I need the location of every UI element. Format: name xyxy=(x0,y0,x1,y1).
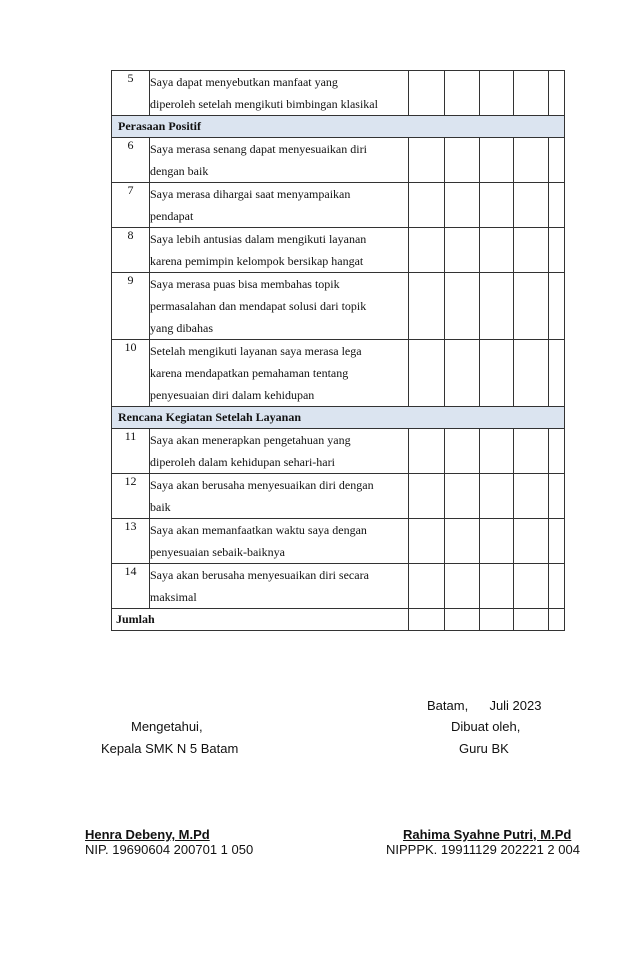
item-statement xyxy=(150,228,409,273)
statement-line: diperoleh setelah mengikuti bimbingan klasikal xyxy=(150,97,378,111)
statement-line: yang dibahas xyxy=(150,321,213,335)
rating-cell[interactable] xyxy=(480,564,514,609)
rating-cell[interactable] xyxy=(409,519,445,564)
statement-line: Setelah mengikuti layanan saya merasa lega xyxy=(150,344,362,358)
rating-cell[interactable] xyxy=(445,519,480,564)
item-statement xyxy=(150,183,409,228)
item-number: 7 xyxy=(112,183,150,228)
section-title: Perasaan Positif xyxy=(112,116,565,138)
item-number: 12 xyxy=(112,474,150,519)
statement-line: penyesuaian sebaik-baiknya xyxy=(150,545,285,559)
rating-cell[interactable] xyxy=(409,340,445,407)
rating-cell[interactable] xyxy=(514,228,549,273)
rating-cell[interactable] xyxy=(445,429,480,474)
rating-cell[interactable] xyxy=(549,71,565,116)
rating-cell[interactable] xyxy=(514,138,549,183)
item-statement xyxy=(150,564,409,609)
statement-line: Saya merasa puas bisa membahas topik xyxy=(150,277,340,291)
item-statement xyxy=(150,71,409,116)
statement-line: Saya akan berusaha menyesuaikan diri dengan xyxy=(150,478,374,492)
rating-cell[interactable] xyxy=(480,474,514,519)
statement-line: Saya akan berusaha menyesuaikan diri secara xyxy=(150,568,369,582)
table-row xyxy=(112,138,565,183)
rating-cell[interactable] xyxy=(445,474,480,519)
table-row xyxy=(112,228,565,273)
total-cell[interactable] xyxy=(514,609,549,631)
item-statement xyxy=(150,340,409,407)
rating-cell[interactable] xyxy=(480,183,514,228)
statement-line: pendapat xyxy=(150,209,194,223)
rating-cell[interactable] xyxy=(514,71,549,116)
rating-cell[interactable] xyxy=(480,340,514,407)
item-number: 13 xyxy=(112,519,150,564)
signature-place: Batam, xyxy=(427,698,469,713)
total-row xyxy=(112,609,565,631)
left-intro: Mengetahui, xyxy=(131,719,203,734)
rating-cell[interactable] xyxy=(549,429,565,474)
item-statement xyxy=(150,273,409,340)
rating-cell[interactable] xyxy=(409,138,445,183)
statement-line: karena pemimpin kelompok bersikap hangat xyxy=(150,254,364,268)
rating-cell[interactable] xyxy=(549,519,565,564)
section-title: Rencana Kegiatan Setelah Layanan xyxy=(112,407,565,429)
table-row xyxy=(112,564,565,609)
rating-cell[interactable] xyxy=(549,183,565,228)
section-header-row xyxy=(112,407,565,429)
rating-cell[interactable] xyxy=(549,138,565,183)
right-intro: Dibuat oleh, xyxy=(451,719,521,734)
table-row xyxy=(112,340,565,407)
statement-line: dengan baik xyxy=(150,164,209,178)
statement-line: permasalahan dan mendapat solusi dari topik xyxy=(150,299,367,313)
rating-cell[interactable] xyxy=(480,228,514,273)
left-signatory-name: Henra Debeny, M.Pd xyxy=(85,827,210,842)
item-number: 9 xyxy=(112,273,150,340)
total-label: Jumlah xyxy=(112,609,409,631)
rating-cell[interactable] xyxy=(514,519,549,564)
table-row xyxy=(112,429,565,474)
rating-cell[interactable] xyxy=(409,71,445,116)
item-number: 10 xyxy=(112,340,150,407)
rating-cell[interactable] xyxy=(409,474,445,519)
rating-cell[interactable] xyxy=(409,564,445,609)
rating-cell[interactable] xyxy=(549,474,565,519)
signature-date: Juli 2023 xyxy=(489,698,542,713)
signature-place-date xyxy=(427,698,541,713)
table-row xyxy=(112,71,565,116)
rating-cell[interactable] xyxy=(549,340,565,407)
rating-cell[interactable] xyxy=(445,138,480,183)
rating-cell[interactable] xyxy=(445,564,480,609)
table-row xyxy=(112,273,565,340)
statement-line: Saya lebih antusias dalam mengikuti layanan xyxy=(150,232,367,246)
rating-cell[interactable] xyxy=(514,564,549,609)
item-number: 14 xyxy=(112,564,150,609)
rating-cell[interactable] xyxy=(514,429,549,474)
item-statement xyxy=(150,519,409,564)
rating-cell[interactable] xyxy=(549,228,565,273)
rating-cell[interactable] xyxy=(445,228,480,273)
statement-line: Saya merasa dihargai saat menyampaikan xyxy=(150,187,351,201)
item-number: 5 xyxy=(112,71,150,116)
right-signatory-name: Rahima Syahne Putri, M.Pd xyxy=(403,827,572,842)
table-row xyxy=(112,183,565,228)
statement-line: Saya dapat menyebutkan manfaat yang xyxy=(150,75,338,89)
statement-line: diperoleh dalam kehidupan sehari-hari xyxy=(150,455,335,469)
total-cell[interactable] xyxy=(549,609,565,631)
right-role: Guru BK xyxy=(459,741,509,756)
statement-line: penyesuaian diri dalam kehidupan xyxy=(150,388,315,402)
rating-cell[interactable] xyxy=(409,429,445,474)
right-signatory-nip: NIPPPK. 19911129 202221 2 004 xyxy=(386,842,580,857)
item-statement xyxy=(150,138,409,183)
rating-cell[interactable] xyxy=(409,273,445,340)
left-signatory-nip: NIP. 19690604 200701 1 050 xyxy=(85,842,254,857)
left-role: Kepala SMK N 5 Batam xyxy=(101,741,239,756)
rating-cell[interactable] xyxy=(445,71,480,116)
rating-cell[interactable] xyxy=(480,519,514,564)
statement-line: Saya merasa senang dapat menyesuaikan diri xyxy=(150,142,367,156)
rating-cell[interactable] xyxy=(409,183,445,228)
rating-cell[interactable] xyxy=(480,429,514,474)
total-cell[interactable] xyxy=(409,609,445,631)
item-number: 11 xyxy=(112,429,150,474)
item-statement xyxy=(150,474,409,519)
rating-cell[interactable] xyxy=(514,183,549,228)
statement-line: Saya akan menerapkan pengetahuan yang xyxy=(150,433,351,447)
total-cell[interactable] xyxy=(445,609,480,631)
rating-cell[interactable] xyxy=(480,138,514,183)
rating-cell[interactable] xyxy=(514,273,549,340)
questionnaire-table xyxy=(111,70,565,631)
statement-line: maksimal xyxy=(150,590,197,604)
statement-line: Saya akan memanfaatkan waktu saya dengan xyxy=(150,523,367,537)
section-header-row xyxy=(112,116,565,138)
rating-cell[interactable] xyxy=(409,228,445,273)
rating-cell[interactable] xyxy=(480,71,514,116)
total-cell[interactable] xyxy=(480,609,514,631)
rating-cell[interactable] xyxy=(445,273,480,340)
table-row xyxy=(112,474,565,519)
rating-cell[interactable] xyxy=(480,273,514,340)
rating-cell[interactable] xyxy=(549,273,565,340)
item-number: 8 xyxy=(112,228,150,273)
rating-cell[interactable] xyxy=(514,340,549,407)
rating-cell[interactable] xyxy=(514,474,549,519)
statement-line: baik xyxy=(150,500,171,514)
table-row xyxy=(112,519,565,564)
rating-cell[interactable] xyxy=(445,340,480,407)
statement-line: karena mendapatkan pemahaman tentang xyxy=(150,366,349,380)
rating-cell[interactable] xyxy=(445,183,480,228)
item-statement xyxy=(150,429,409,474)
item-number: 6 xyxy=(112,138,150,183)
rating-cell[interactable] xyxy=(549,564,565,609)
